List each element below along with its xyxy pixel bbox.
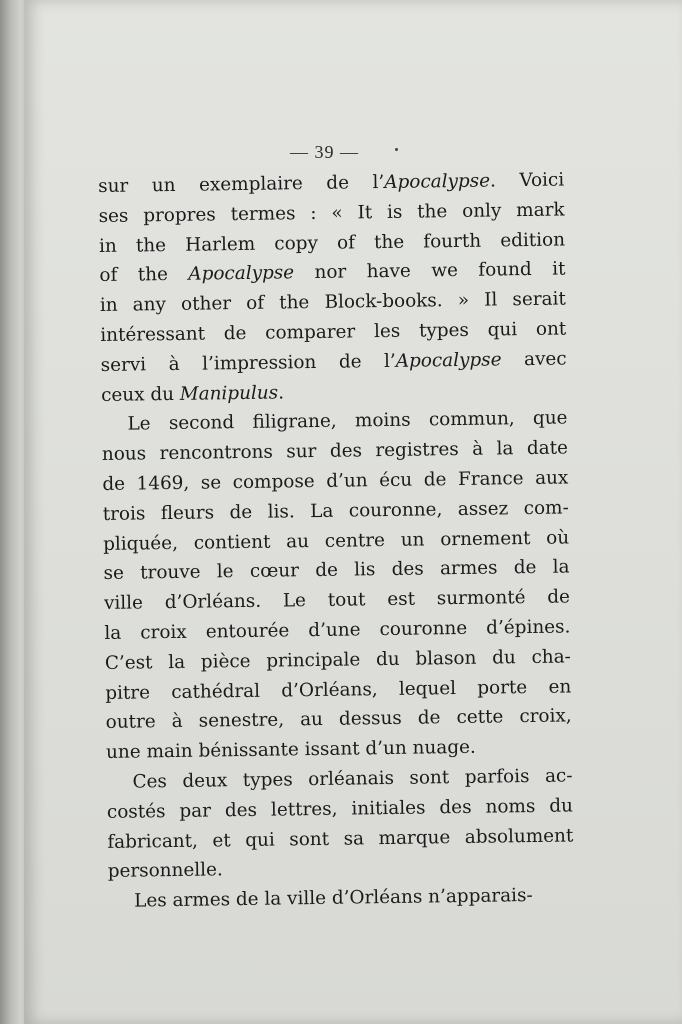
text-line: in any other of the Block-books. » Il serait — [99, 288, 566, 317]
text-line: ses propres termes : « It is the only mark — [98, 199, 565, 227]
page-text — [98, 165, 574, 916]
text-line: Ces deux types orléanais sont parfois ac- — [132, 765, 573, 793]
text-line: sur un exemplaire de l’Apocalypse. Voici — [98, 169, 565, 197]
text-line: la croix entourée d’une couronne d’épines. — [104, 616, 571, 644]
text-line: in the Harlem copy of the fourth edition — [98, 229, 566, 257]
italic-title: Apocalypse — [395, 349, 502, 372]
text-line: of the Apocalypse nor have we found it — [99, 258, 566, 287]
page-number: — 39 — — [290, 142, 359, 162]
text-line: intéressant de comparer les types qui ont — [100, 318, 567, 346]
text-line: Le second filigrane, moins commun, que — [127, 407, 568, 435]
text-line: outre à senestre, au dessus de cette croix, — [105, 705, 572, 734]
text-line: trois fleurs de lis. La couronne, assez com- — [102, 497, 569, 525]
text-line: ville d’Orléans. Le tout est surmonté de — [103, 586, 571, 615]
text-line: pitre cathédral d’Orléans, lequel porte en — [105, 675, 572, 704]
text-line: de 1469, se compose d’un écu de France aux — [102, 467, 569, 495]
text-line: Les armes de la ville d’Orléans n’apparais- — [134, 885, 533, 912]
text-line: personnelle. — [107, 859, 223, 883]
left-page-edge — [0, 0, 26, 1024]
text-line: C’est la pièce principale du blason du cha- — [104, 646, 571, 674]
text-line: pliquée, contient au centre un ornement où — [103, 527, 570, 555]
text-line: se trouve le cœur de lis des armes de la — [103, 556, 570, 585]
ink-speck — [395, 148, 398, 151]
italic-title: Manipulus — [179, 382, 279, 405]
text-line: une main bénissante issant d’un nuage. — [105, 736, 476, 764]
text-line: fabricant, et qui sont sa marque absolument — [107, 824, 574, 853]
text-line: servi à l’impression de l’Apocalypse avec — [100, 348, 567, 376]
italic-title: Apocalypse — [384, 170, 491, 194]
text-line: costés par des lettres, initiales des noms du — [106, 795, 574, 823]
text-line: ceux du Manipulus. — [100, 382, 285, 406]
italic-title: Apocalypse — [188, 262, 295, 286]
text-line: nous rencontrons sur des registres à la date — [101, 437, 569, 466]
